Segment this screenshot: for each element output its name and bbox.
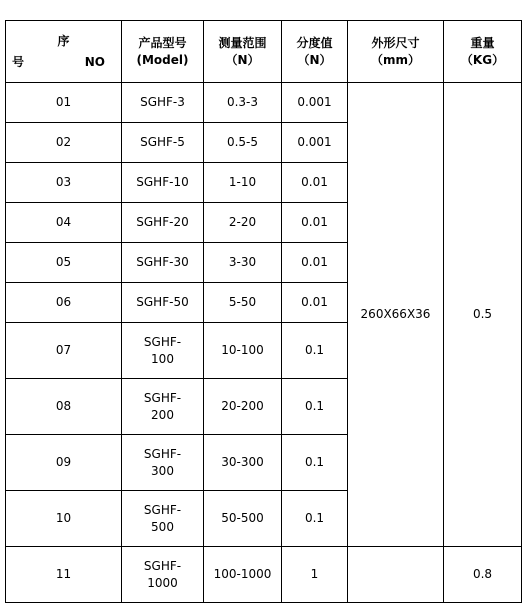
cell-model: [122, 379, 204, 435]
header-weight: [444, 21, 522, 83]
cell-model: [122, 123, 204, 163]
cell-range: 3-30: [204, 243, 282, 283]
cell-no: 05: [6, 243, 122, 283]
cell-model-text: SGHF-20: [136, 215, 189, 229]
cell-no: 04: [6, 203, 122, 243]
cell-model-line1: SGHF-: [143, 334, 182, 349]
cell-range: 20-200: [204, 379, 282, 435]
cell-model-line2: 300: [151, 463, 174, 478]
cell-dimensions-blank: [348, 547, 444, 603]
cell-model-text: SGHF-10: [136, 175, 189, 189]
header-dimensions-line1: 外形尺寸: [371, 35, 420, 50]
header-row: [6, 21, 522, 83]
cell-range: 0.3-3: [204, 83, 282, 123]
cell-no: 10: [6, 491, 122, 547]
cell-dimensions: 260X66X36: [348, 83, 444, 547]
cell-model-text: SGHF-50: [136, 295, 189, 309]
cell-division: 0.01: [282, 243, 348, 283]
header-division-line2: （N）: [297, 52, 332, 67]
cell-no: 03: [6, 163, 122, 203]
cell-model: [122, 203, 204, 243]
cell-model: [122, 283, 204, 323]
cell-model-line2: 500: [151, 519, 174, 534]
cell-model-line2: 1000: [147, 575, 178, 590]
cell-model: [122, 547, 204, 603]
cell-range: 50-500: [204, 491, 282, 547]
cell-weight-last: 0.8: [444, 547, 522, 603]
cell-model-line1: SGHF-: [143, 446, 182, 461]
cell-range: 100-1000: [204, 547, 282, 603]
header-range-line2: （N）: [225, 52, 260, 67]
cell-model: [122, 83, 204, 123]
header-dimensions-line2: （mm）: [370, 52, 420, 67]
cell-model-line1: SGHF-: [143, 558, 182, 573]
cell-range: 2-20: [204, 203, 282, 243]
cell-range: 1-10: [204, 163, 282, 203]
cell-model-line2: 100: [151, 351, 174, 366]
header-division: [282, 21, 348, 83]
cell-model-line2: 200: [151, 407, 174, 422]
cell-no: 09: [6, 435, 122, 491]
cell-division: 0.1: [282, 491, 348, 547]
cell-no: 02: [6, 123, 122, 163]
cell-division: 0.001: [282, 83, 348, 123]
cell-no: 01: [6, 83, 122, 123]
header-range: [204, 21, 282, 83]
table-row: [6, 83, 522, 123]
cell-division: 0.01: [282, 283, 348, 323]
cell-division: 0.001: [282, 123, 348, 163]
cell-model-line1: SGHF-: [143, 390, 182, 405]
cell-division: 0.01: [282, 163, 348, 203]
header-weight-line2: （KG）: [460, 52, 505, 67]
header-seq-bottom-right: NO: [84, 55, 105, 69]
cell-range: 0.5-5: [204, 123, 282, 163]
cell-weight-main: 0.5: [444, 83, 522, 547]
header-model-line1: 产品型号: [138, 35, 187, 50]
cell-no: 11: [6, 547, 122, 603]
cell-no: 07: [6, 323, 122, 379]
cell-division: 0.01: [282, 203, 348, 243]
cell-division: 0.1: [282, 435, 348, 491]
cell-division: 1: [282, 547, 348, 603]
cell-model: [122, 243, 204, 283]
header-range-line1: 测量范围: [218, 35, 267, 50]
header-division-line1: 分度值: [296, 35, 333, 50]
cell-model-line1: SGHF-: [143, 502, 182, 517]
header-seq-top: 序: [57, 34, 70, 48]
cell-model: [122, 163, 204, 203]
cell-model-text: SGHF-5: [140, 135, 185, 149]
header-model: [122, 21, 204, 83]
cell-model: [122, 491, 204, 547]
header-dimensions: [348, 21, 444, 83]
header-seq: [6, 21, 122, 83]
cell-range: 5-50: [204, 283, 282, 323]
cell-model: [122, 323, 204, 379]
spec-table: [5, 20, 522, 603]
header-seq-bottom-left: 号: [12, 55, 25, 69]
cell-model-text: SGHF-3: [140, 95, 185, 109]
header-model-line2: (Model): [136, 52, 189, 67]
cell-model-text: SGHF-30: [136, 255, 189, 269]
cell-range: 10-100: [204, 323, 282, 379]
cell-division: 0.1: [282, 323, 348, 379]
cell-division: 0.1: [282, 379, 348, 435]
table-row: [6, 547, 522, 603]
cell-model: [122, 435, 204, 491]
cell-range: 30-300: [204, 435, 282, 491]
cell-no: 08: [6, 379, 122, 435]
header-weight-line1: 重量: [470, 35, 495, 50]
cell-no: 06: [6, 283, 122, 323]
